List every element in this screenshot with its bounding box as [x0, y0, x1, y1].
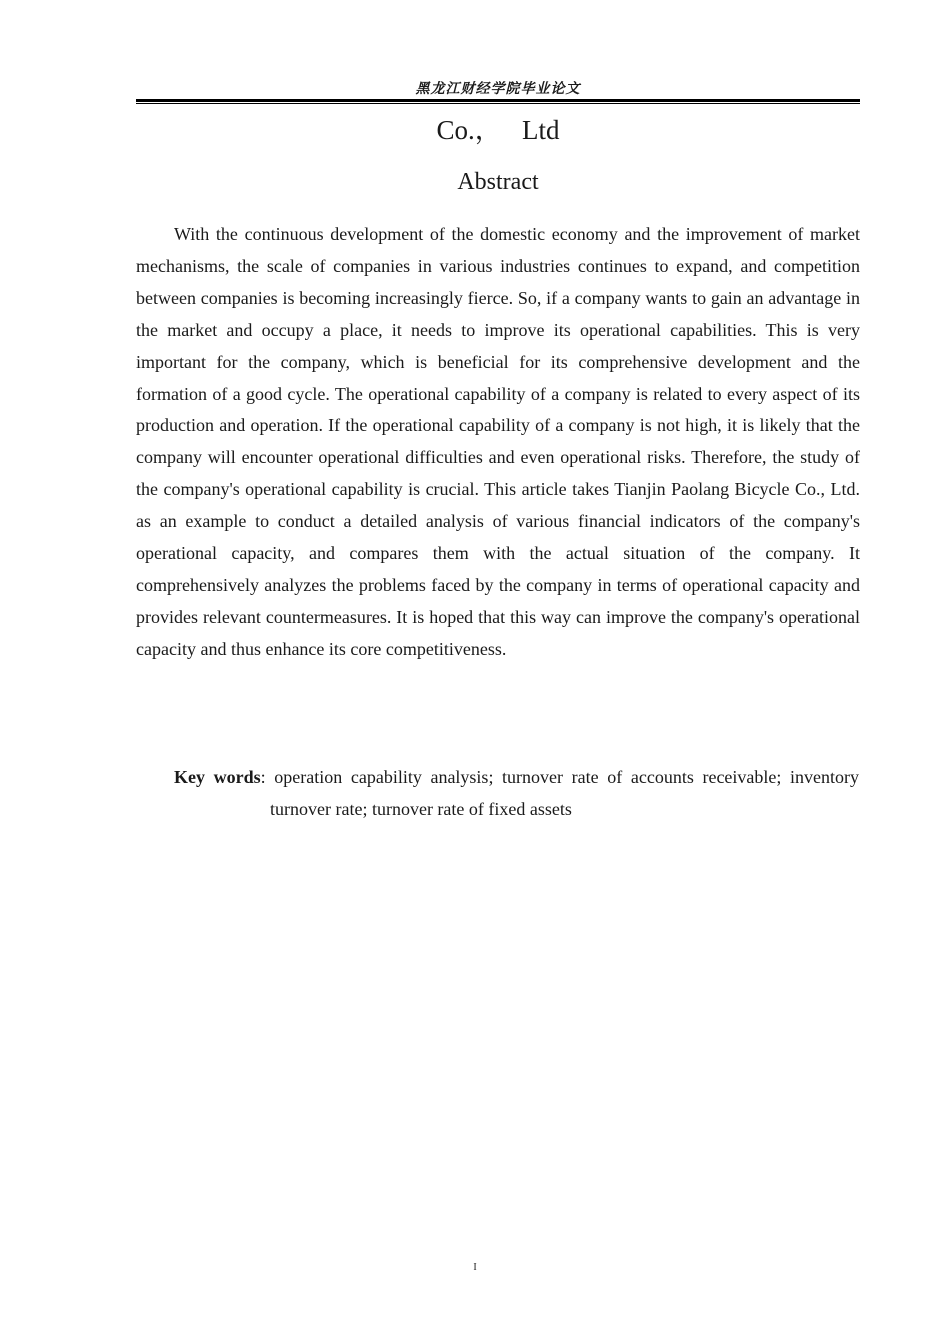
page-number: I — [473, 1262, 477, 1273]
keywords-block — [174, 761, 859, 825]
running-header: 黑龙江财经学院毕业论文 — [415, 81, 581, 97]
keywords-label: Key words — [174, 767, 261, 787]
title-continuation: Co.， Ltd — [436, 115, 560, 145]
keywords-text: operation capability analysis; turnover rate of accounts receivable; inventory turnover rate; turnover rate of fixed assets — [270, 767, 860, 819]
header-rule-thick — [136, 99, 860, 102]
abstract-body: With the continuous development of the domestic economy and the improvement of market mechanisms, the scale of companies in various industries continues to expand, and competition between companies is becoming increasingly fierce. So, if a company wants to gain an advantage in the market and occupy a place, it needs to improve its operational capabilities. This is very important for the company, which is beneficial for its comprehensive development and the formation of a good cycle. The operational capability of a company is related to every aspect of its production and operation. If the operational capability of a company is not high, it is likely that the company will encounter operational difficulties and even operational risks. Therefore, the study of the company's operational capability is crucial. This article takes Tianjin Paolang Bicycle Co., Ltd. as an example to conduct a detailed analysis of various financial indicators of the company's operational capacity, and compares them with the actual situation of the company. It comprehensively analyzes the problems faced by the company in terms of operational capacity and provides relevant countermeasures. It is hoped that this way can improve the company's operational capacity and thus enhance its core competitiveness. — [136, 224, 860, 659]
header-rule-thin — [136, 103, 860, 104]
abstract-heading: Abstract — [457, 169, 539, 195]
keywords-separator: : — [260, 767, 266, 787]
